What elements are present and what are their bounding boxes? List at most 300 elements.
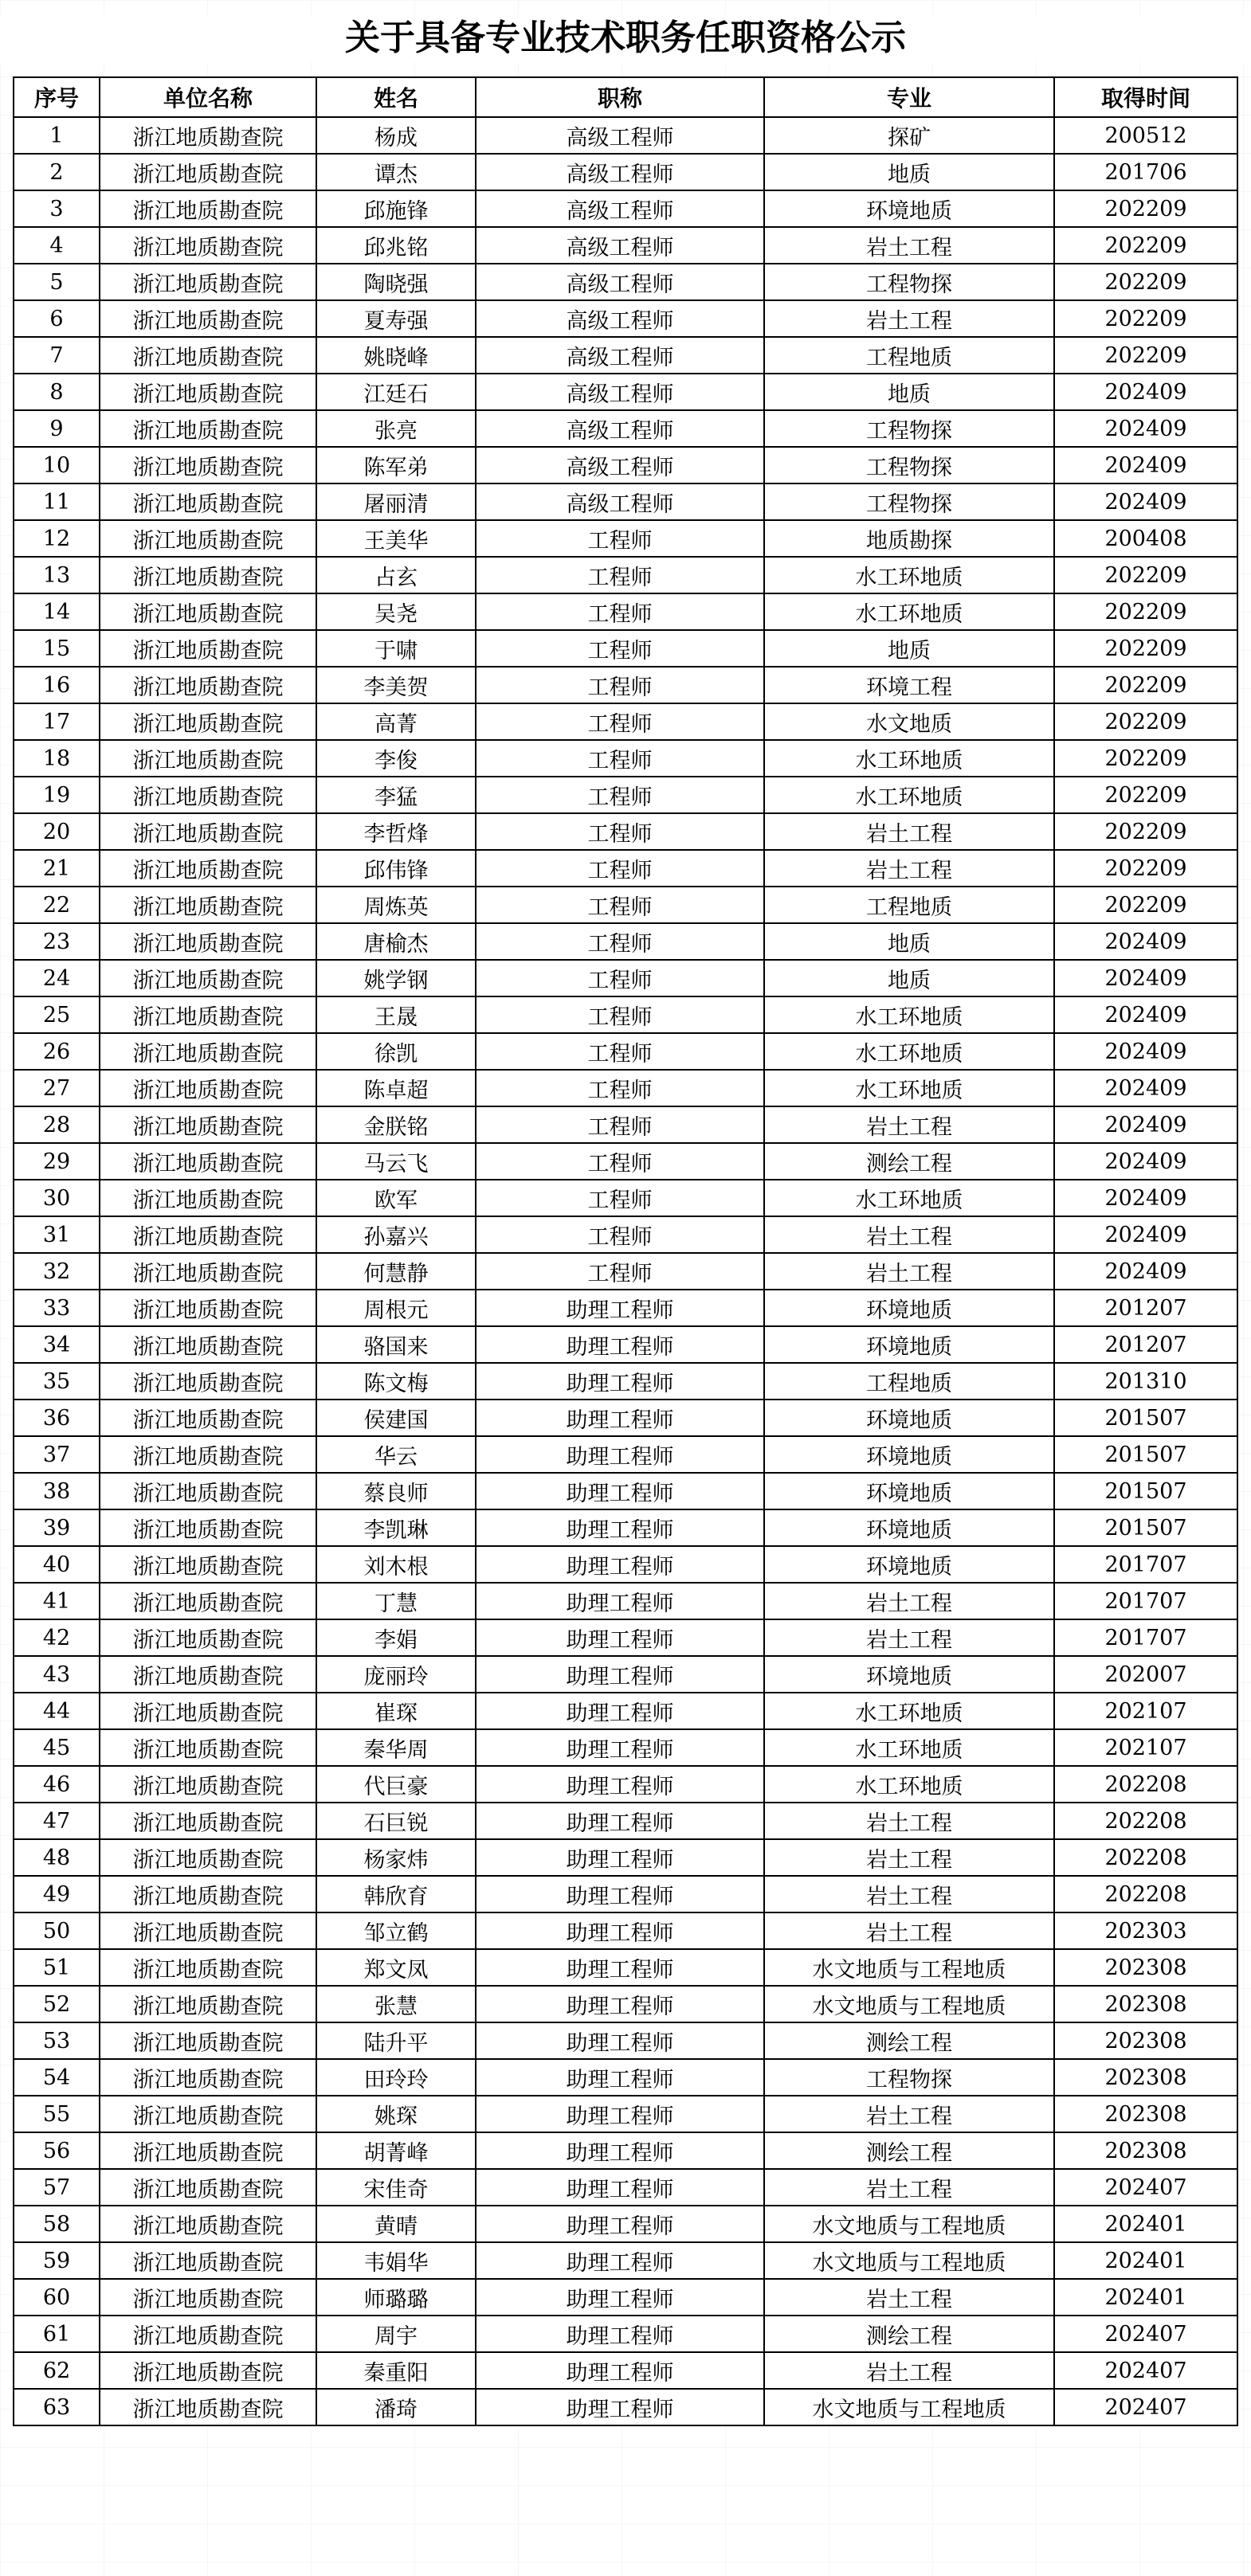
cell-date: 200408 bbox=[1054, 520, 1237, 557]
cell-title: 工程师 bbox=[476, 740, 764, 777]
cell-date: 202209 bbox=[1054, 813, 1237, 850]
cell-unit: 浙江地质勘查院 bbox=[100, 2096, 316, 2132]
cell-name: 李美贺 bbox=[316, 667, 476, 703]
table-row bbox=[14, 1949, 1237, 1986]
cell-title: 工程师 bbox=[476, 850, 764, 887]
cell-specialty: 地质勘探 bbox=[764, 520, 1054, 557]
cell-title: 高级工程师 bbox=[476, 447, 764, 483]
cell-index: 44 bbox=[14, 1693, 100, 1729]
table-row bbox=[14, 1473, 1237, 1509]
cell-specialty: 岩土工程 bbox=[764, 1912, 1054, 1949]
cell-specialty: 地质 bbox=[764, 960, 1054, 996]
cell-name: 韩欣育 bbox=[316, 1876, 476, 1912]
cell-title: 助理工程师 bbox=[476, 1949, 764, 1986]
cell-specialty: 工程地质 bbox=[764, 337, 1054, 374]
table-row bbox=[14, 2389, 1237, 2425]
cell-specialty: 工程地质 bbox=[764, 887, 1054, 923]
cell-name: 周根元 bbox=[316, 1290, 476, 1326]
table-row bbox=[14, 1619, 1237, 1656]
table-row bbox=[14, 1143, 1237, 1180]
cell-specialty: 岩土工程 bbox=[764, 1106, 1054, 1143]
table-row bbox=[14, 1912, 1237, 1949]
cell-name: 崔琛 bbox=[316, 1693, 476, 1729]
cell-date: 202209 bbox=[1054, 227, 1237, 264]
cell-date: 202409 bbox=[1054, 996, 1237, 1033]
cell-date: 200512 bbox=[1054, 117, 1237, 154]
table-row bbox=[14, 337, 1237, 374]
table-row bbox=[14, 667, 1237, 703]
cell-index: 21 bbox=[14, 850, 100, 887]
cell-name: 高菁 bbox=[316, 703, 476, 740]
table-row bbox=[14, 2169, 1237, 2206]
header-name: 姓名 bbox=[316, 77, 476, 117]
cell-title: 助理工程师 bbox=[476, 1619, 764, 1656]
table-row bbox=[14, 520, 1237, 557]
cell-title: 高级工程师 bbox=[476, 337, 764, 374]
table-row bbox=[14, 1729, 1237, 1766]
table-row bbox=[14, 996, 1237, 1033]
cell-title: 助理工程师 bbox=[476, 1400, 764, 1436]
cell-specialty: 岩土工程 bbox=[764, 2279, 1054, 2316]
cell-specialty: 岩土工程 bbox=[764, 300, 1054, 337]
cell-name: 骆国来 bbox=[316, 1326, 476, 1363]
cell-date: 202209 bbox=[1054, 740, 1237, 777]
cell-date: 202409 bbox=[1054, 1106, 1237, 1143]
cell-date: 201310 bbox=[1054, 1363, 1237, 1400]
cell-unit: 浙江地质勘查院 bbox=[100, 2059, 316, 2096]
cell-title: 工程师 bbox=[476, 1180, 764, 1216]
table-row bbox=[14, 483, 1237, 520]
cell-date: 202401 bbox=[1054, 2242, 1237, 2279]
cell-title: 高级工程师 bbox=[476, 117, 764, 154]
cell-specialty: 环境地质 bbox=[764, 1326, 1054, 1363]
table-row bbox=[14, 887, 1237, 923]
cell-name: 徐凯 bbox=[316, 1033, 476, 1070]
cell-index: 50 bbox=[14, 1912, 100, 1949]
page-title: 关于具备专业技术职务任职资格公示 bbox=[0, 14, 1251, 62]
cell-index: 11 bbox=[14, 483, 100, 520]
cell-index: 7 bbox=[14, 337, 100, 374]
table-body bbox=[14, 117, 1237, 2425]
table-row bbox=[14, 1876, 1237, 1912]
cell-unit: 浙江地质勘查院 bbox=[100, 960, 316, 996]
cell-unit: 浙江地质勘查院 bbox=[100, 190, 316, 227]
cell-date: 201707 bbox=[1054, 1619, 1237, 1656]
cell-date: 201507 bbox=[1054, 1400, 1237, 1436]
cell-specialty: 环境工程 bbox=[764, 667, 1054, 703]
cell-date: 202308 bbox=[1054, 1986, 1237, 2022]
cell-date: 202409 bbox=[1054, 960, 1237, 996]
cell-specialty: 水工环地质 bbox=[764, 1070, 1054, 1106]
cell-specialty: 岩土工程 bbox=[764, 1253, 1054, 1290]
cell-date: 201706 bbox=[1054, 154, 1237, 190]
cell-specialty: 水工环地质 bbox=[764, 1180, 1054, 1216]
cell-name: 李哲烽 bbox=[316, 813, 476, 850]
cell-title: 助理工程师 bbox=[476, 2352, 764, 2389]
cell-index: 27 bbox=[14, 1070, 100, 1106]
cell-index: 42 bbox=[14, 1619, 100, 1656]
cell-title: 助理工程师 bbox=[476, 2206, 764, 2242]
cell-unit: 浙江地质勘查院 bbox=[100, 154, 316, 190]
cell-date: 202401 bbox=[1054, 2279, 1237, 2316]
cell-title: 助理工程师 bbox=[476, 1583, 764, 1619]
cell-date: 202209 bbox=[1054, 703, 1237, 740]
cell-name: 杨家炜 bbox=[316, 1839, 476, 1876]
table-row bbox=[14, 1766, 1237, 1803]
cell-specialty: 水文地质与工程地质 bbox=[764, 2242, 1054, 2279]
cell-date: 202409 bbox=[1054, 923, 1237, 960]
cell-unit: 浙江地质勘查院 bbox=[100, 923, 316, 960]
cell-date: 201707 bbox=[1054, 1583, 1237, 1619]
cell-index: 19 bbox=[14, 777, 100, 813]
cell-index: 59 bbox=[14, 2242, 100, 2279]
cell-unit: 浙江地质勘查院 bbox=[100, 740, 316, 777]
table-row bbox=[14, 850, 1237, 887]
cell-date: 202209 bbox=[1054, 190, 1237, 227]
table-row bbox=[14, 1216, 1237, 1253]
table-row bbox=[14, 813, 1237, 850]
cell-name: 于啸 bbox=[316, 630, 476, 667]
cell-index: 34 bbox=[14, 1326, 100, 1363]
cell-name: 姚琛 bbox=[316, 2096, 476, 2132]
cell-name: 陶晓强 bbox=[316, 264, 476, 300]
cell-specialty: 水工环地质 bbox=[764, 557, 1054, 593]
table-row bbox=[14, 2132, 1237, 2169]
cell-title: 助理工程师 bbox=[476, 1473, 764, 1509]
cell-specialty: 岩土工程 bbox=[764, 227, 1054, 264]
cell-specialty: 测绘工程 bbox=[764, 2022, 1054, 2059]
cell-name: 江廷石 bbox=[316, 374, 476, 410]
cell-index: 16 bbox=[14, 667, 100, 703]
cell-date: 202007 bbox=[1054, 1656, 1237, 1693]
cell-date: 202308 bbox=[1054, 2132, 1237, 2169]
cell-title: 工程师 bbox=[476, 1106, 764, 1143]
cell-name: 马云飞 bbox=[316, 1143, 476, 1180]
cell-name: 秦重阳 bbox=[316, 2352, 476, 2389]
cell-unit: 浙江地质勘查院 bbox=[100, 227, 316, 264]
cell-index: 35 bbox=[14, 1363, 100, 1400]
cell-date: 202401 bbox=[1054, 2206, 1237, 2242]
cell-unit: 浙江地质勘查院 bbox=[100, 447, 316, 483]
cell-title: 助理工程师 bbox=[476, 2096, 764, 2132]
qualification-table bbox=[13, 76, 1238, 2426]
cell-unit: 浙江地质勘查院 bbox=[100, 996, 316, 1033]
cell-index: 62 bbox=[14, 2352, 100, 2389]
table-row bbox=[14, 154, 1237, 190]
cell-title: 工程师 bbox=[476, 1143, 764, 1180]
cell-specialty: 水工环地质 bbox=[764, 1729, 1054, 1766]
cell-specialty: 环境地质 bbox=[764, 1290, 1054, 1326]
cell-title: 工程师 bbox=[476, 703, 764, 740]
cell-name: 占玄 bbox=[316, 557, 476, 593]
cell-name: 何慧静 bbox=[316, 1253, 476, 1290]
cell-unit: 浙江地质勘查院 bbox=[100, 703, 316, 740]
cell-index: 15 bbox=[14, 630, 100, 667]
cell-unit: 浙江地质勘查院 bbox=[100, 1216, 316, 1253]
cell-specialty: 水工环地质 bbox=[764, 996, 1054, 1033]
table-row bbox=[14, 923, 1237, 960]
cell-title: 工程师 bbox=[476, 960, 764, 996]
cell-name: 黄晴 bbox=[316, 2206, 476, 2242]
cell-name: 陆升平 bbox=[316, 2022, 476, 2059]
cell-index: 23 bbox=[14, 923, 100, 960]
cell-unit: 浙江地质勘查院 bbox=[100, 1693, 316, 1729]
cell-date: 202308 bbox=[1054, 2096, 1237, 2132]
cell-name: 蔡良师 bbox=[316, 1473, 476, 1509]
cell-unit: 浙江地质勘查院 bbox=[100, 1400, 316, 1436]
cell-specialty: 水文地质与工程地质 bbox=[764, 1986, 1054, 2022]
cell-specialty: 水工环地质 bbox=[764, 1766, 1054, 1803]
cell-specialty: 水工环地质 bbox=[764, 1693, 1054, 1729]
cell-unit: 浙江地质勘查院 bbox=[100, 2169, 316, 2206]
cell-index: 17 bbox=[14, 703, 100, 740]
cell-name: 邱伟锋 bbox=[316, 850, 476, 887]
cell-unit: 浙江地质勘查院 bbox=[100, 1839, 316, 1876]
cell-specialty: 环境地质 bbox=[764, 1546, 1054, 1583]
cell-specialty: 岩土工程 bbox=[764, 1876, 1054, 1912]
cell-index: 8 bbox=[14, 374, 100, 410]
cell-date: 201507 bbox=[1054, 1473, 1237, 1509]
cell-specialty: 水文地质与工程地质 bbox=[764, 1949, 1054, 1986]
cell-name: 代巨豪 bbox=[316, 1766, 476, 1803]
cell-name: 石巨锐 bbox=[316, 1803, 476, 1839]
cell-date: 202209 bbox=[1054, 850, 1237, 887]
cell-name: 师璐璐 bbox=[316, 2279, 476, 2316]
table-row bbox=[14, 1986, 1237, 2022]
cell-date: 202407 bbox=[1054, 2316, 1237, 2352]
cell-specialty: 岩土工程 bbox=[764, 2096, 1054, 2132]
cell-specialty: 水文地质 bbox=[764, 703, 1054, 740]
cell-index: 30 bbox=[14, 1180, 100, 1216]
cell-name: 李猛 bbox=[316, 777, 476, 813]
cell-title: 高级工程师 bbox=[476, 227, 764, 264]
cell-index: 31 bbox=[14, 1216, 100, 1253]
table-row bbox=[14, 1509, 1237, 1546]
cell-date: 202409 bbox=[1054, 1143, 1237, 1180]
cell-unit: 浙江地质勘查院 bbox=[100, 1509, 316, 1546]
table-row bbox=[14, 1839, 1237, 1876]
cell-unit: 浙江地质勘查院 bbox=[100, 117, 316, 154]
table-row bbox=[14, 1363, 1237, 1400]
cell-index: 56 bbox=[14, 2132, 100, 2169]
table-row bbox=[14, 410, 1237, 447]
cell-unit: 浙江地质勘查院 bbox=[100, 1180, 316, 1216]
cell-unit: 浙江地质勘查院 bbox=[100, 300, 316, 337]
cell-index: 53 bbox=[14, 2022, 100, 2059]
cell-date: 201207 bbox=[1054, 1290, 1237, 1326]
table-row bbox=[14, 1033, 1237, 1070]
cell-name: 张亮 bbox=[316, 410, 476, 447]
cell-unit: 浙江地质勘查院 bbox=[100, 1033, 316, 1070]
cell-title: 助理工程师 bbox=[476, 1839, 764, 1876]
cell-date: 202208 bbox=[1054, 1803, 1237, 1839]
cell-date: 202208 bbox=[1054, 1766, 1237, 1803]
table-row bbox=[14, 2242, 1237, 2279]
cell-date: 202209 bbox=[1054, 300, 1237, 337]
cell-index: 48 bbox=[14, 1839, 100, 1876]
cell-name: 姚晓峰 bbox=[316, 337, 476, 374]
cell-index: 55 bbox=[14, 2096, 100, 2132]
cell-index: 5 bbox=[14, 264, 100, 300]
table-row bbox=[14, 740, 1237, 777]
cell-name: 姚学钢 bbox=[316, 960, 476, 996]
cell-unit: 浙江地质勘查院 bbox=[100, 1290, 316, 1326]
cell-index: 33 bbox=[14, 1290, 100, 1326]
cell-name: 陈军弟 bbox=[316, 447, 476, 483]
cell-index: 37 bbox=[14, 1436, 100, 1473]
cell-name: 屠丽清 bbox=[316, 483, 476, 520]
cell-name: 郑文凤 bbox=[316, 1949, 476, 1986]
cell-title: 助理工程师 bbox=[476, 2022, 764, 2059]
table-row bbox=[14, 1583, 1237, 1619]
cell-specialty: 岩土工程 bbox=[764, 1583, 1054, 1619]
cell-name: 秦华周 bbox=[316, 1729, 476, 1766]
cell-title: 助理工程师 bbox=[476, 1509, 764, 1546]
cell-specialty: 工程物探 bbox=[764, 447, 1054, 483]
cell-title: 工程师 bbox=[476, 1216, 764, 1253]
cell-unit: 浙江地质勘查院 bbox=[100, 483, 316, 520]
cell-specialty: 岩土工程 bbox=[764, 2169, 1054, 2206]
cell-date: 202409 bbox=[1054, 410, 1237, 447]
cell-title: 工程师 bbox=[476, 630, 764, 667]
cell-name: 邱施锋 bbox=[316, 190, 476, 227]
cell-specialty: 测绘工程 bbox=[764, 2316, 1054, 2352]
cell-date: 202107 bbox=[1054, 1729, 1237, 1766]
cell-specialty: 测绘工程 bbox=[764, 2132, 1054, 2169]
cell-date: 202409 bbox=[1054, 483, 1237, 520]
cell-date: 202209 bbox=[1054, 667, 1237, 703]
cell-index: 60 bbox=[14, 2279, 100, 2316]
cell-name: 韦娟华 bbox=[316, 2242, 476, 2279]
cell-index: 6 bbox=[14, 300, 100, 337]
table-row bbox=[14, 1400, 1237, 1436]
cell-title: 高级工程师 bbox=[476, 374, 764, 410]
cell-title: 助理工程师 bbox=[476, 1912, 764, 1949]
cell-name: 陈卓超 bbox=[316, 1070, 476, 1106]
table-row bbox=[14, 2206, 1237, 2242]
cell-title: 工程师 bbox=[476, 777, 764, 813]
table-row bbox=[14, 1803, 1237, 1839]
cell-date: 201207 bbox=[1054, 1326, 1237, 1363]
table-row bbox=[14, 593, 1237, 630]
cell-index: 22 bbox=[14, 887, 100, 923]
cell-specialty: 地质 bbox=[764, 630, 1054, 667]
cell-title: 助理工程师 bbox=[476, 2132, 764, 2169]
table-row bbox=[14, 374, 1237, 410]
cell-unit: 浙江地质勘查院 bbox=[100, 1766, 316, 1803]
cell-date: 202409 bbox=[1054, 447, 1237, 483]
cell-unit: 浙江地质勘查院 bbox=[100, 374, 316, 410]
cell-unit: 浙江地质勘查院 bbox=[100, 887, 316, 923]
cell-index: 10 bbox=[14, 447, 100, 483]
cell-name: 潘琦 bbox=[316, 2389, 476, 2425]
cell-index: 38 bbox=[14, 1473, 100, 1509]
cell-date: 202308 bbox=[1054, 1949, 1237, 1986]
cell-title: 工程师 bbox=[476, 1070, 764, 1106]
cell-specialty: 探矿 bbox=[764, 117, 1054, 154]
cell-date: 201507 bbox=[1054, 1436, 1237, 1473]
cell-specialty: 岩土工程 bbox=[764, 1216, 1054, 1253]
cell-date: 202409 bbox=[1054, 1033, 1237, 1070]
cell-unit: 浙江地质勘查院 bbox=[100, 1253, 316, 1290]
cell-date: 202208 bbox=[1054, 1839, 1237, 1876]
cell-specialty: 环境地质 bbox=[764, 1400, 1054, 1436]
cell-date: 202407 bbox=[1054, 2389, 1237, 2425]
cell-unit: 浙江地质勘查院 bbox=[100, 1729, 316, 1766]
cell-index: 3 bbox=[14, 190, 100, 227]
cell-name: 金朕铭 bbox=[316, 1106, 476, 1143]
cell-title: 工程师 bbox=[476, 813, 764, 850]
cell-specialty: 水工环地质 bbox=[764, 740, 1054, 777]
cell-name: 谭杰 bbox=[316, 154, 476, 190]
cell-date: 202209 bbox=[1054, 264, 1237, 300]
cell-index: 13 bbox=[14, 557, 100, 593]
cell-specialty: 岩土工程 bbox=[764, 1803, 1054, 1839]
cell-index: 39 bbox=[14, 1509, 100, 1546]
cell-specialty: 岩土工程 bbox=[764, 2352, 1054, 2389]
cell-date: 202409 bbox=[1054, 1253, 1237, 1290]
cell-title: 高级工程师 bbox=[476, 190, 764, 227]
header-specialty: 专业 bbox=[764, 77, 1054, 117]
cell-date: 202208 bbox=[1054, 1876, 1237, 1912]
table-row bbox=[14, 1693, 1237, 1729]
cell-index: 9 bbox=[14, 410, 100, 447]
cell-index: 18 bbox=[14, 740, 100, 777]
cell-unit: 浙江地质勘查院 bbox=[100, 1583, 316, 1619]
header-index: 序号 bbox=[14, 77, 100, 117]
cell-title: 助理工程师 bbox=[476, 1436, 764, 1473]
cell-title: 助理工程师 bbox=[476, 2389, 764, 2425]
cell-name: 王美华 bbox=[316, 520, 476, 557]
cell-index: 43 bbox=[14, 1656, 100, 1693]
cell-date: 202209 bbox=[1054, 337, 1237, 374]
cell-title: 助理工程师 bbox=[476, 1363, 764, 1400]
cell-unit: 浙江地质勘查院 bbox=[100, 557, 316, 593]
cell-title: 工程师 bbox=[476, 923, 764, 960]
table-row bbox=[14, 1106, 1237, 1143]
cell-index: 36 bbox=[14, 1400, 100, 1436]
cell-title: 工程师 bbox=[476, 1033, 764, 1070]
cell-unit: 浙江地质勘查院 bbox=[100, 2316, 316, 2352]
cell-specialty: 工程物探 bbox=[764, 483, 1054, 520]
cell-specialty: 工程物探 bbox=[764, 264, 1054, 300]
cell-unit: 浙江地质勘查院 bbox=[100, 1803, 316, 1839]
cell-name: 张慧 bbox=[316, 1986, 476, 2022]
cell-specialty: 测绘工程 bbox=[764, 1143, 1054, 1180]
cell-index: 61 bbox=[14, 2316, 100, 2352]
table-row bbox=[14, 1656, 1237, 1693]
table-row bbox=[14, 1253, 1237, 1290]
table-row bbox=[14, 2316, 1237, 2352]
cell-title: 工程师 bbox=[476, 593, 764, 630]
table-row bbox=[14, 630, 1237, 667]
cell-index: 32 bbox=[14, 1253, 100, 1290]
cell-date: 201507 bbox=[1054, 1509, 1237, 1546]
table-row bbox=[14, 2096, 1237, 2132]
cell-index: 29 bbox=[14, 1143, 100, 1180]
cell-index: 63 bbox=[14, 2389, 100, 2425]
cell-index: 24 bbox=[14, 960, 100, 996]
cell-specialty: 工程物探 bbox=[764, 2059, 1054, 2096]
cell-name: 周宇 bbox=[316, 2316, 476, 2352]
cell-specialty: 环境地质 bbox=[764, 1509, 1054, 1546]
cell-index: 41 bbox=[14, 1583, 100, 1619]
header-date: 取得时间 bbox=[1054, 77, 1237, 117]
cell-date: 202308 bbox=[1054, 2059, 1237, 2096]
cell-index: 25 bbox=[14, 996, 100, 1033]
header-unit: 单位名称 bbox=[100, 77, 316, 117]
header-title: 职称 bbox=[476, 77, 764, 117]
